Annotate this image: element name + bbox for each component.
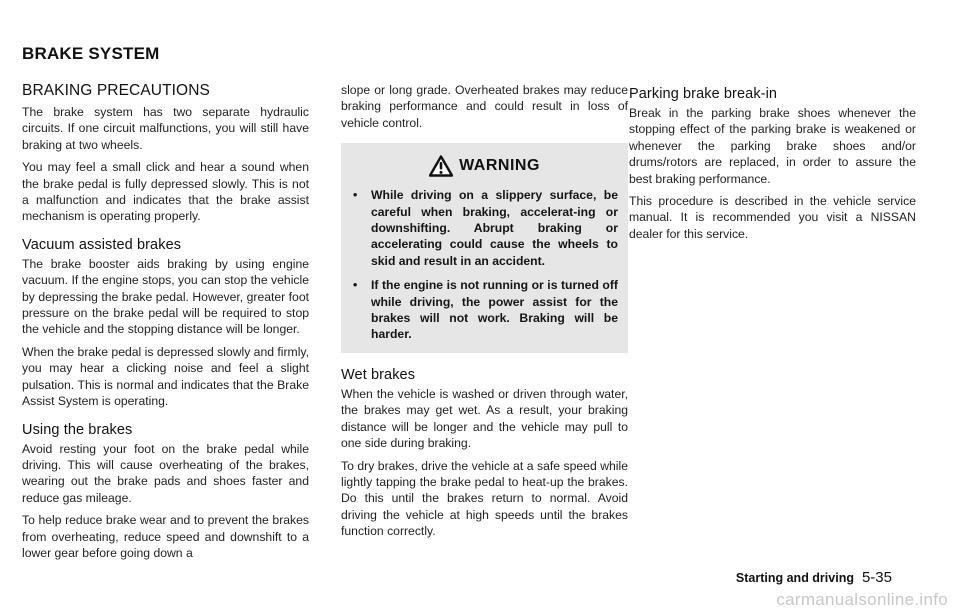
warning-title: WARNING: [459, 157, 540, 175]
paragraph: slope or long grade. Overheated brakes may reduce braking performance and could result in loss of vehicle control.: [341, 83, 628, 130]
paragraph: To help reduce brake wear and to prevent the brakes from overheating, reduce speed and downshift to a lower gear before going down a: [22, 513, 309, 560]
paragraph: This procedure is described in the vehicle service manual. It is recommended you visit a NISSAN dealer for this service.: [629, 194, 916, 241]
paragraph: The brake booster aids braking by using engine vacuum. If the engine stops, you can stop the vehicle by depressing the brake pedal. However, greater foot pressure on the brake pedal will be required to stop the vehicle and the stopping distance will be longer.: [22, 256, 309, 337]
warning-triangle-icon: [429, 155, 453, 177]
paragraph: When the vehicle is washed or driven through water, the brakes may get wet. As a result, your braking distance will be longer and the vehicle may pull to one side during braking.: [341, 386, 628, 451]
column-1: [22, 82, 309, 567]
page-number: 5-35: [861, 569, 892, 586]
warning-header: [351, 153, 618, 179]
column-3: [629, 82, 916, 248]
paragraph: Break in the parking brake shoes whenever the stopping effect of the parking brake is weakened or whenever the parking brake shoes and/or drums/rotors are replaced, in order to assure the best braking performance.: [629, 106, 916, 186]
paragraph: Avoid resting your foot on the brake pedal while driving. This will cause overheating of the brakes, wearing out the brake pads and shoes faster and reduce gas mileage.: [22, 441, 309, 505]
list-item: [351, 277, 618, 343]
watermark: carmanualsonline.info: [776, 590, 948, 609]
bullet: •: [353, 278, 358, 293]
vacuum-assisted-brakes-heading: Vacuum assisted brakes: [22, 236, 182, 253]
warning-text: While driving on a slippery surface, be careful when braking, accelerat-ing or downshifting. Abrupt braking or accelerating could cause the wheels to skid and result in an accident.: [371, 188, 618, 268]
chapter-name: Starting and driving: [735, 571, 854, 585]
braking-precautions-heading: BRAKING PRECAUTIONS: [22, 82, 210, 99]
list-item: [351, 187, 618, 269]
bullet: •: [353, 188, 358, 203]
page-footer: [736, 569, 892, 586]
wet-brakes-heading: Wet brakes: [341, 366, 416, 383]
paragraph: The brake system has two separate hydraulic circuits. If one circuit malfunctions, you will still have braking at two wheels.: [22, 105, 309, 152]
parking-brake-break-in-heading: Parking brake break-in: [629, 86, 778, 102]
paragraph: You may feel a small click and hear a sound when the brake pedal is fully depressed slowly. This is not a malfunction and indicates that the brake assist mechanism is operating properly.: [22, 160, 309, 224]
warning-list: [351, 187, 618, 343]
section-title: BRAKE SYSTEM: [22, 44, 160, 63]
warning-box: [341, 143, 628, 353]
column-2: [341, 82, 628, 546]
warning-text: If the engine is not running or is turned off while driving, the power assist for the brakes will not work. Braking will be harder.: [371, 278, 618, 342]
using-the-brakes-heading: Using the brakes: [22, 421, 133, 438]
paragraph: To dry brakes, drive the vehicle at a safe speed while lightly tapping the brake pedal to heat-up the brakes. Do this until the brakes return to normal. Avoid driving the vehicle at high speeds until the brakes function correctly.: [341, 458, 628, 539]
paragraph: When the brake pedal is depressed slowly and firmly, you may hear a clicking noise and feel a slight pulsation. This is normal and indicates that the Brake Assist System is operating.: [22, 344, 309, 409]
